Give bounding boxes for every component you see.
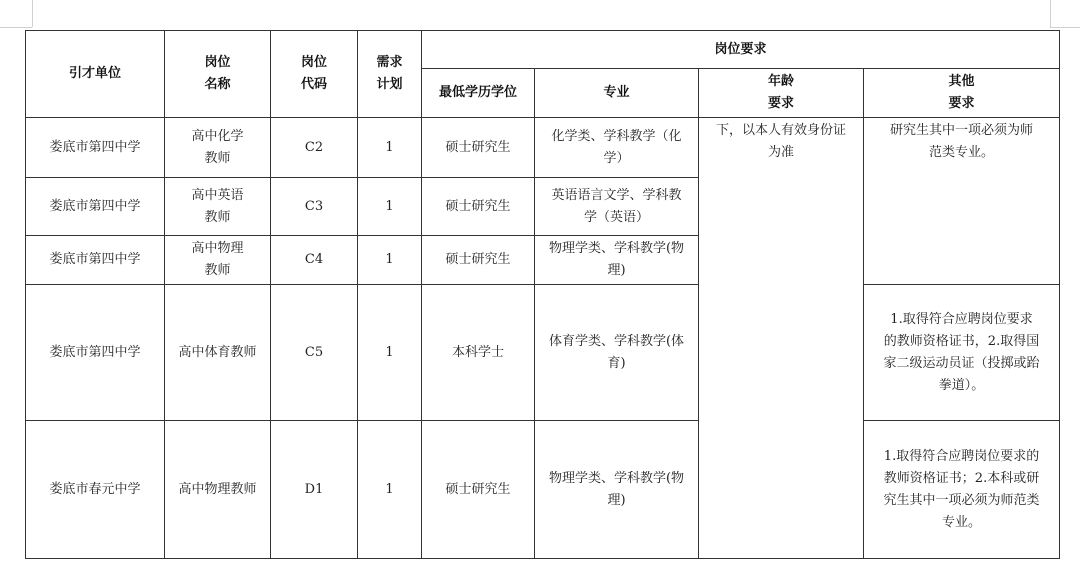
cell-major: 物理学类、学科教学(物 理) bbox=[535, 421, 699, 559]
cell-degree: 硕士研究生 bbox=[422, 178, 535, 236]
cell-post-name: 高中物理 教师 bbox=[165, 236, 271, 285]
cell-plan: 1 bbox=[358, 285, 422, 421]
cell-unit: 娄底市春元中学 bbox=[26, 421, 165, 559]
cell-unit: 娄底市第四中学 bbox=[26, 178, 165, 236]
margin-guide bbox=[1050, 0, 1051, 27]
cell-other: 1.取得符合应聘岗位要求 的教师资格证书，2.取得国 家二级运动员证（投掷或跆 拳道）。 bbox=[864, 285, 1060, 421]
table-row bbox=[26, 421, 1060, 559]
cell-post-name: 高中体育教师 bbox=[165, 285, 271, 421]
cell-degree: 本科学士 bbox=[422, 285, 535, 421]
table-row bbox=[26, 285, 1060, 421]
header-unit: 引才单位 bbox=[26, 31, 165, 118]
cell-major: 化学类、学科教学（化 学） bbox=[535, 118, 699, 178]
cell-age-note: 下，以本人有效身份证 为准 bbox=[699, 118, 864, 559]
cell-unit: 娄底市第四中学 bbox=[26, 236, 165, 285]
cell-unit: 娄底市第四中学 bbox=[26, 285, 165, 421]
margin-guide bbox=[32, 0, 33, 27]
header-post-name: 岗位 名称 bbox=[165, 31, 271, 118]
cell-degree: 硕士研究生 bbox=[422, 118, 535, 178]
cell-major: 英语语言文学、学科教 学（英语） bbox=[535, 178, 699, 236]
cell-plan: 1 bbox=[358, 118, 422, 178]
cell-major: 物理学类、学科教学(物 理) bbox=[535, 236, 699, 285]
cell-post-name: 高中英语 教师 bbox=[165, 178, 271, 236]
header-requirements: 岗位要求 bbox=[422, 31, 1060, 69]
margin-guide bbox=[0, 27, 32, 28]
cell-plan: 1 bbox=[358, 178, 422, 236]
cell-unit: 娄底市第四中学 bbox=[26, 118, 165, 178]
cell-plan: 1 bbox=[358, 421, 422, 559]
header-age: 年龄 要求 bbox=[699, 69, 864, 118]
recruitment-table bbox=[25, 30, 1060, 559]
header-demand: 需求 计划 bbox=[358, 31, 422, 118]
header-min-degree: 最低学历学位 bbox=[422, 69, 535, 118]
cell-other: 1.取得符合应聘岗位要求的 教师资格证书；2.本科或研 究生其中一项必须为师范类 专业。 bbox=[864, 421, 1060, 559]
cell-post-name: 高中化学 教师 bbox=[165, 118, 271, 178]
cell-code: C2 bbox=[271, 118, 358, 178]
cell-major: 体育学类、学科教学(体 育) bbox=[535, 285, 699, 421]
cell-code: C5 bbox=[271, 285, 358, 421]
cell-plan: 1 bbox=[358, 236, 422, 285]
cell-code: C3 bbox=[271, 178, 358, 236]
cell-other-shared: 研究生其中一项必须为师 范类专业。 bbox=[864, 118, 1060, 285]
cell-degree: 硕士研究生 bbox=[422, 236, 535, 285]
margin-guide bbox=[1050, 27, 1080, 28]
cell-degree: 硕士研究生 bbox=[422, 421, 535, 559]
header-major: 专业 bbox=[535, 69, 699, 118]
header-post-code: 岗位 代码 bbox=[271, 31, 358, 118]
header-other: 其他 要求 bbox=[864, 69, 1060, 118]
cell-post-name: 高中物理教师 bbox=[165, 421, 271, 559]
table-row bbox=[26, 118, 1060, 178]
page-margin-guides bbox=[0, 0, 1080, 30]
cell-code: D1 bbox=[271, 421, 358, 559]
cell-code: C4 bbox=[271, 236, 358, 285]
header-row-1 bbox=[26, 31, 1060, 69]
